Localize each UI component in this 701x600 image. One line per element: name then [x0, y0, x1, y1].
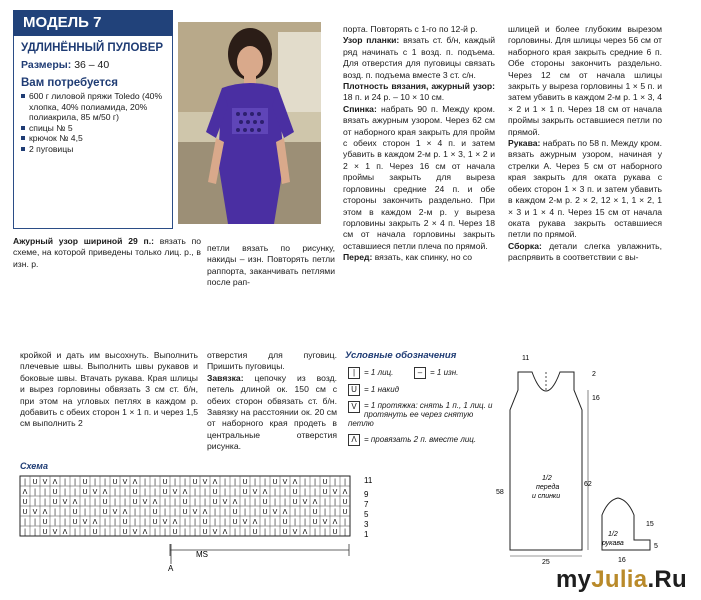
chart-cell-symbol: Λ: [222, 529, 228, 536]
chart-cell-symbol: |: [304, 509, 306, 516]
chart-cell-symbol: |: [74, 479, 76, 486]
chart-cell-symbol: U: [342, 509, 348, 516]
row-number-1: 1: [364, 530, 369, 539]
row-number-3: 3: [364, 520, 369, 529]
chart-cell-symbol: U: [42, 519, 48, 526]
chart-cell-symbol: |: [94, 499, 96, 506]
chart-cell-symbol: U: [272, 479, 278, 486]
under-photo-text: петли вязать по рисунку, накиды – изн. Повторять петли раппорта, заканчивать петлями после рап-: [207, 243, 335, 288]
legend-skp-text: = 1 протяжка: снять 1 п., 1 лиц. и протянуть ее через снятую петлю: [348, 401, 493, 428]
chart-cell-symbol: |: [224, 489, 226, 496]
front-label: Перед:: [343, 252, 373, 263]
chart-cell-symbol: Λ: [202, 509, 208, 516]
chart-cell-symbol: U: [322, 489, 328, 496]
chart-cell-symbol: |: [154, 479, 156, 486]
site-watermark: [556, 566, 687, 594]
chart-cell-symbol: Λ: [132, 479, 138, 486]
chart-cell-symbol: |: [144, 509, 146, 516]
openwork-pattern-text: вязать по схеме, на которой приведены только лиц. р., в изн. р.: [13, 236, 202, 269]
chart-cell-symbol: U: [92, 529, 98, 536]
sleeves-label: Рукава:: [508, 138, 541, 149]
sizes-label: Размеры:: [21, 59, 72, 71]
legend-skp-symbol: V: [348, 401, 360, 413]
chart-cell-symbol: |: [314, 529, 316, 536]
chart-cell-symbol: |: [194, 529, 196, 536]
chart-cell-symbol: |: [64, 519, 66, 526]
pattern-pieces: [490, 350, 700, 570]
chart-cell-symbol: U: [202, 529, 208, 536]
chart-cell-symbol: |: [254, 499, 256, 506]
chart-cell-symbol: |: [264, 519, 266, 526]
chart-cell-symbol: |: [314, 489, 316, 496]
chart-cell-symbol: V: [112, 509, 118, 516]
chart-cell-symbol: |: [184, 519, 186, 526]
chart-cell-symbol: U: [152, 519, 158, 526]
chart-cell-symbol: |: [144, 479, 146, 486]
chart-cell-symbol: U: [212, 489, 218, 496]
chart-cell-symbol: |: [344, 519, 346, 526]
row-number-7: 7: [364, 500, 369, 509]
chart-cell-symbol: Λ: [102, 489, 108, 496]
legend-yarn-over-symbol: U: [348, 384, 360, 396]
chart-cell-symbol: U: [112, 479, 118, 486]
legend-knit-symbol: |: [348, 367, 360, 379]
info-box: [13, 36, 173, 229]
chart-cell-symbol: |: [34, 529, 36, 536]
dim-sleeve-width: 16: [618, 557, 626, 564]
chart-cell-symbol: V: [332, 489, 338, 496]
chart-cell-symbol: |: [334, 499, 336, 506]
materials-item-hook: крючок № 4,5: [21, 133, 166, 144]
chart-cell-symbol: U: [122, 529, 128, 536]
chart-cell-symbol: |: [194, 519, 196, 526]
chart-cell-symbol: |: [294, 519, 296, 526]
front-text: вязать, как спинку, но со: [374, 252, 473, 263]
chart-cell-symbol: |: [114, 529, 116, 536]
chart-cell-symbol: |: [124, 489, 126, 496]
chart-cell-symbol: |: [174, 499, 176, 506]
chart-cell-symbol: |: [44, 489, 46, 496]
chart-cell-symbol: U: [22, 509, 28, 516]
chart-cell-symbol: |: [324, 529, 326, 536]
legend-yarn-over: [348, 384, 399, 396]
chart-cell-symbol: U: [32, 479, 38, 486]
chart-cell-symbol: Λ: [142, 529, 148, 536]
dim-shoulder: 11: [522, 355, 530, 362]
chart-cell-symbol: |: [264, 529, 266, 536]
chart-cell-symbol: Λ: [172, 519, 178, 526]
chart-cell-symbol: |: [284, 499, 286, 506]
scheme-title: Схема: [20, 461, 48, 471]
chart-cell-symbol: |: [144, 489, 146, 496]
chart-cell-symbol: |: [134, 519, 136, 526]
chart-cell-symbol: |: [104, 479, 106, 486]
chart-cell-symbol: V: [302, 499, 308, 506]
chart-cell-symbol: Λ: [302, 529, 308, 536]
garment-title: УДЛИНЁННЫЙ ПУЛОВЕР: [21, 42, 164, 54]
placket-pattern-label: Узор планки:: [343, 35, 400, 46]
chart-cell-symbol: U: [262, 509, 268, 516]
chart-cell-symbol: |: [254, 509, 256, 516]
chart-cell-symbol: |: [44, 499, 46, 506]
materials-item-needles: спицы № 5: [21, 123, 166, 134]
sleeves-text: набрать по 58 п. Между кром. вязать ажурным узором, начиная у стрелки А. Через 5 см от наборного края закрыть для оката рукава с обеих сторон 1 × 3 п. и затем убавить в каждом 2-м р. 2 × 2, 12 × 1, 1 × 2, 1 × 3 и 1 × 4 п. Через 15 см от начала оката рукава закрыть оставшиеся петли по прямой.: [508, 138, 662, 240]
chart-cell-symbol: |: [94, 479, 96, 486]
gauge-paragraph: [343, 81, 495, 104]
chart-cell-symbol: U: [252, 529, 258, 536]
front-back-label-3: и спинки: [532, 493, 561, 500]
chart-cell-symbol: Λ: [212, 479, 218, 486]
chart-cell-symbol: |: [64, 509, 66, 516]
chart-cell-symbol: Λ: [262, 489, 268, 496]
chart-cell-symbol: Λ: [72, 499, 78, 506]
chart-cell-symbol: |: [334, 479, 336, 486]
chart-cell-symbol: Λ: [92, 519, 98, 526]
chart-cell-symbol: |: [244, 509, 246, 516]
chart-cell-symbol: |: [74, 489, 76, 496]
chart-cell-symbol: Λ: [252, 519, 258, 526]
chart-cell-symbol: Λ: [22, 489, 28, 496]
front-back-label-1: 1/2: [542, 475, 552, 482]
chart-cell-symbol: |: [264, 479, 266, 486]
dim-sleeve-base: 5: [654, 543, 658, 550]
chart-cell-symbol: |: [184, 479, 186, 486]
chart-cell-symbol: |: [64, 479, 66, 486]
chart-cell-symbol: V: [242, 519, 248, 526]
chart-cell-symbol: U: [182, 499, 188, 506]
chart-cell-symbol: Λ: [122, 509, 128, 516]
chart-cell-symbol: U: [132, 489, 138, 496]
chart-cell-symbol: |: [54, 509, 56, 516]
chart-cell-symbol: V: [32, 509, 38, 516]
chart-cell-symbol: |: [154, 489, 156, 496]
chart-cell-symbol: U: [202, 519, 208, 526]
instructions-column-3: [508, 24, 662, 264]
sleeve-label-2: рукава: [602, 540, 624, 547]
watermark-part-2: Julia: [591, 566, 648, 593]
legend-k2tog-symbol: Λ: [348, 434, 360, 446]
tie-paragraph: [207, 373, 337, 453]
chart-cell-symbol: |: [224, 519, 226, 526]
chart-cell-symbol: U: [172, 529, 178, 536]
assembly-label: Сборка:: [508, 240, 542, 251]
chart-cell-symbol: U: [282, 519, 288, 526]
chart-cell-symbol: U: [282, 529, 288, 536]
legend-knit-text: = 1 лиц.: [364, 368, 394, 378]
chart-cell-symbol: Λ: [232, 499, 238, 506]
chart-cell-symbol: |: [204, 499, 206, 506]
chart-cell-symbol: |: [64, 489, 66, 496]
chart-cell-symbol: U: [102, 509, 108, 516]
chart-cell-symbol: |: [104, 529, 106, 536]
chart-cell-symbol: U: [52, 499, 58, 506]
dim-neck-depth: 2: [592, 371, 596, 378]
chart-cell-symbol: |: [34, 489, 36, 496]
buttonholes-text: отверстия для пуговиц. Пришить пуговицы.: [207, 350, 337, 372]
chart-cell-symbol: |: [324, 499, 326, 506]
chart-cell-symbol: |: [224, 509, 226, 516]
front-back-outline: [510, 372, 582, 550]
chart-cell-symbol: |: [274, 489, 276, 496]
ms-label: MS: [196, 550, 208, 559]
chart-cell-symbol: V: [142, 499, 148, 506]
legend-skp: [348, 401, 498, 428]
chart-cell-symbol: U: [52, 489, 58, 496]
chart-cell-symbol: Λ: [182, 489, 188, 496]
chart-cell-symbol: |: [34, 519, 36, 526]
legend-purl-text: = 1 изн.: [430, 368, 459, 378]
chart-cell-symbol: Λ: [312, 499, 318, 506]
chart-cell-symbol: U: [242, 489, 248, 496]
chart-cell-symbol: U: [212, 499, 218, 506]
model-title: МОДЕЛЬ 7: [23, 14, 102, 31]
assembly-paragraph: [508, 241, 662, 264]
chart-cell-symbol: |: [164, 499, 166, 506]
chart-cell-symbol: |: [194, 489, 196, 496]
chart-cell-symbol: |: [84, 499, 86, 506]
chart-cell-symbol: |: [104, 519, 106, 526]
watermark-part-3: .Ru: [647, 566, 687, 593]
row-number-5: 5: [364, 510, 369, 519]
chart-cell-symbol: U: [182, 509, 188, 516]
legend-k2tog-text: = провязать 2 п. вместе лиц.: [364, 435, 477, 445]
chart-cell-symbol: U: [242, 479, 248, 486]
chart-cell-symbol: U: [292, 499, 298, 506]
chart-cell-symbol: U: [232, 509, 238, 516]
chart-cell-symbol: Λ: [152, 499, 158, 506]
chart-cell-symbol: |: [114, 519, 116, 526]
assembly-continued-text: кройкой и дать им высохнуть. Выполнить плечевые швы. Выполнить швы рукавов и боковые швы. Втачать рукава. Края шлицы и вырез горловины обвязать 3 см ст. б/н, при этом на угловых петлях в каждом р. добавить с обеих сторон 1 × 1 п. и через 1,5 см выполнить 2: [20, 350, 198, 429]
chart-cell-symbol: |: [184, 529, 186, 536]
chart-cell-symbol: |: [134, 509, 136, 516]
gauge-label: Плотность вязания, ажурный узор:: [343, 81, 495, 92]
openwork-pattern-intro: [13, 236, 201, 270]
chart-cell-symbol: |: [314, 479, 316, 486]
assembly-text: детали слегка увлажнить, распрявить в соответствии с вы-: [508, 240, 662, 263]
chart-cell-symbol: |: [114, 489, 116, 496]
chart-cell-symbol: U: [72, 519, 78, 526]
chart-cell-symbol: |: [24, 519, 26, 526]
tie-text: цепочку из возд. петель длиной ок. 150 см с обеих сторон обвязать ст. б/н. Завязку на расстоянии ок. 20 см от наборного края продеть в центральные отверстия рисунка.: [207, 372, 337, 452]
chart-cell-symbol: |: [244, 499, 246, 506]
chart-row-numbers: [364, 476, 373, 539]
chart-cell-symbol: V: [132, 529, 138, 536]
dim-sleeve-cap: 15: [646, 521, 654, 528]
chart-cell-symbol: V: [272, 509, 278, 516]
chart-cell-symbol: |: [334, 509, 336, 516]
chart-cell-symbol: |: [214, 519, 216, 526]
chart-cell-symbol: |: [284, 489, 286, 496]
legend-k2tog: [348, 434, 476, 446]
chart-cell-symbol: U: [42, 529, 48, 536]
legend-title: Условные обозначения: [345, 350, 457, 361]
chart-cell-symbol: Λ: [52, 479, 58, 486]
chart-cell-symbol: |: [294, 509, 296, 516]
chart-cell-symbol: |: [324, 509, 326, 516]
chart-cell-symbol: U: [82, 479, 88, 486]
sleeve-label-1: 1/2: [608, 531, 618, 538]
legend-knit: [348, 367, 393, 379]
chart-cell-symbol: |: [24, 529, 26, 536]
chart-cell-symbol: V: [52, 529, 58, 536]
sizes-value: 36 – 40: [74, 59, 110, 71]
finishing-column: [207, 350, 337, 453]
chart-cell-symbol: |: [24, 479, 26, 486]
chart-cell-symbol: |: [34, 499, 36, 506]
sizes-line: [21, 59, 166, 71]
chart-cell-symbol: |: [304, 479, 306, 486]
back-text: набрать 90 п. Между кром. вязать ажурным узором. Через 62 см от наборного края закрыть для пройм с обеих сторон 1 × 4 п. и затем убавить в каждом 2-м р. 1 × 3, 1 × 2 и 2 × 1 п. Через 16 см от начала проймы закрыть для выреза горловины средние 24 п. и обе стороны закончить раздельно. При этом в каждом 2-м р. у выреза горловины закрыть 2 × 4 п. Через 18 см от начала горловины закрыть оставшиеся петли плеча по прямой.: [343, 103, 496, 251]
chart-cell-symbol: |: [234, 489, 236, 496]
back-paragraph: [343, 104, 495, 252]
front-paragraph: [343, 252, 495, 263]
chart-cell-symbol: V: [282, 479, 288, 486]
chart-cell-symbol: U: [292, 489, 298, 496]
chart-cell-symbol: U: [162, 479, 168, 486]
chart-cell-symbol: |: [274, 519, 276, 526]
chart-cell-symbol: U: [82, 489, 88, 496]
dim-half-width: 25: [542, 559, 550, 566]
placket-pattern-text: вязать ст. б/н, каждый ряд начинать с 1 возд. п. подъема. Для отверстия для пуговицы связать возд. п. подъема вместе 3 ст. с/н.: [343, 35, 496, 80]
repeat-rows-text: порта. Повторять с 1-го по 12-й р.: [343, 24, 478, 34]
chart-cell-symbol: V: [172, 489, 178, 496]
front-continued-text: шлицей и более глубоким вырезом горловины. Для шлицы через 56 см от наборного края закрыть средние 6 п. Обе стороны закончить раздельно. Через 12 см от начала шлицы закрыть у выреза горловины 1 × 5 п. и затем убавить в каждом 2-м р. 1 × 3, 4 × 2 и 1 × 1 п. Через 18 см от начала проймы закрыть оставшиеся петли по прямой.: [508, 24, 662, 137]
chart-cell-symbol: V: [252, 489, 258, 496]
chart-cell-symbol: U: [312, 509, 318, 516]
chart-cell-symbol: |: [84, 509, 86, 516]
chart-cell-symbol: U: [342, 499, 348, 506]
chart-cell-symbol: U: [122, 519, 128, 526]
chart-cell-symbol: V: [92, 489, 98, 496]
chart-cell-symbol: V: [82, 519, 88, 526]
chart-cell-symbol: Λ: [62, 529, 68, 536]
chart-cell-symbol: |: [74, 529, 76, 536]
chart-cell-symbol: |: [214, 509, 216, 516]
chart-cell-symbol: U: [162, 489, 168, 496]
dim-armhole: 16: [592, 395, 600, 402]
chart-cell-symbol: V: [202, 479, 208, 486]
knitting-chart: [14, 472, 380, 572]
chart-cell-symbol: V: [322, 519, 328, 526]
materials-list: [21, 91, 166, 155]
chart-cell-symbol: |: [54, 519, 56, 526]
chart-cell-symbol: |: [274, 529, 276, 536]
front-back-label-2: переда: [536, 484, 560, 491]
materials-title: Вам потребуется: [21, 77, 119, 89]
chart-cell-symbol: Λ: [282, 509, 288, 516]
chart-cell-symbol: |: [84, 529, 86, 536]
legend-purl: [414, 367, 458, 379]
legend-yarn-over-text: = 1 накид: [364, 385, 400, 395]
chart-cell-symbol: U: [192, 479, 198, 486]
chart-cell-symbol: |: [304, 489, 306, 496]
model-banner: [13, 10, 173, 36]
model-photo-illustration: [178, 22, 321, 224]
chart-cell-symbol: U: [312, 519, 318, 526]
back-label: Спинка:: [343, 103, 377, 114]
chart-cell-symbol: |: [204, 489, 206, 496]
chart-cell-symbol: |: [274, 499, 276, 506]
chart-cell-symbol: |: [344, 479, 346, 486]
chart-cell-symbol: |: [224, 479, 226, 486]
openwork-pattern-label: Ажурный узор шириной 29 п.:: [13, 236, 154, 246]
chart-cell-symbol: V: [222, 499, 228, 506]
legend-purl-symbol: –: [414, 367, 426, 379]
row-number-9: 9: [364, 490, 369, 499]
chart-cell-symbol: V: [212, 529, 218, 536]
chart-cell-symbol: U: [232, 519, 238, 526]
chart-cell-symbol: |: [194, 499, 196, 506]
chart-cell-symbol: V: [42, 479, 48, 486]
tie-label: Завязка:: [207, 372, 244, 383]
chart-cell-symbol: U: [132, 499, 138, 506]
chart-cell-symbol: Λ: [332, 519, 338, 526]
chart-cell-symbol: |: [174, 479, 176, 486]
chart-cell-symbol: Λ: [42, 509, 48, 516]
chart-cell-symbol: |: [304, 519, 306, 526]
chart-cell-symbol: V: [292, 529, 298, 536]
dim-slit-height: 58: [496, 489, 504, 496]
placket-pattern-paragraph: [343, 35, 495, 81]
chart-cell-symbol: |: [344, 529, 346, 536]
arrow-a-label: A: [168, 564, 174, 572]
dim-body-length: 62: [584, 481, 592, 488]
sleeves-paragraph: [508, 138, 662, 241]
materials-item-buttons: 2 пуговицы: [21, 144, 166, 155]
chart-cell-symbol: V: [62, 499, 68, 506]
chart-cell-symbol: U: [72, 509, 78, 516]
chart-cell-symbol: |: [124, 499, 126, 506]
instructions-column-2: [343, 24, 495, 264]
chart-cell-symbol: |: [254, 479, 256, 486]
chart-cell-symbol: |: [234, 479, 236, 486]
chart-cell-symbol: |: [144, 519, 146, 526]
chart-cell-symbol: V: [122, 479, 128, 486]
row-number-11: 11: [364, 476, 373, 485]
gauge-text: 18 п. и 24 р. – 10 × 10 см.: [343, 92, 445, 103]
chart-cell-symbol: |: [174, 509, 176, 516]
model-photo: [178, 22, 321, 224]
watermark-part-1: my: [555, 566, 592, 593]
chart-cell-symbol: U: [102, 499, 108, 506]
chart-cell-symbol: U: [262, 499, 268, 506]
chart-cell-symbol: |: [164, 529, 166, 536]
chart-cell-symbol: |: [114, 499, 116, 506]
chart-cell-symbol: U: [332, 529, 338, 536]
chart-cell-symbol: U: [322, 479, 328, 486]
chart-cell-symbol: V: [192, 509, 198, 516]
chart-cell-symbol: Λ: [292, 479, 298, 486]
chart-cell-symbol: U: [22, 499, 28, 506]
chart-cell-symbol: |: [244, 529, 246, 536]
chart-cell-symbol: V: [162, 519, 168, 526]
materials-item-yarn: 600 г лиловой пряжи Toledo (40% хлопка, 40% полиамида, 20% полиакрила, 85 м/50 г): [21, 91, 166, 123]
chart-cell-symbol: |: [164, 509, 166, 516]
chart-cell-symbol: U: [152, 509, 158, 516]
chart-cell-symbol: |: [234, 529, 236, 536]
chart-cell-symbol: Λ: [342, 489, 348, 496]
chart-cell-symbol: |: [154, 529, 156, 536]
chart-cell-symbol: |: [94, 509, 96, 516]
